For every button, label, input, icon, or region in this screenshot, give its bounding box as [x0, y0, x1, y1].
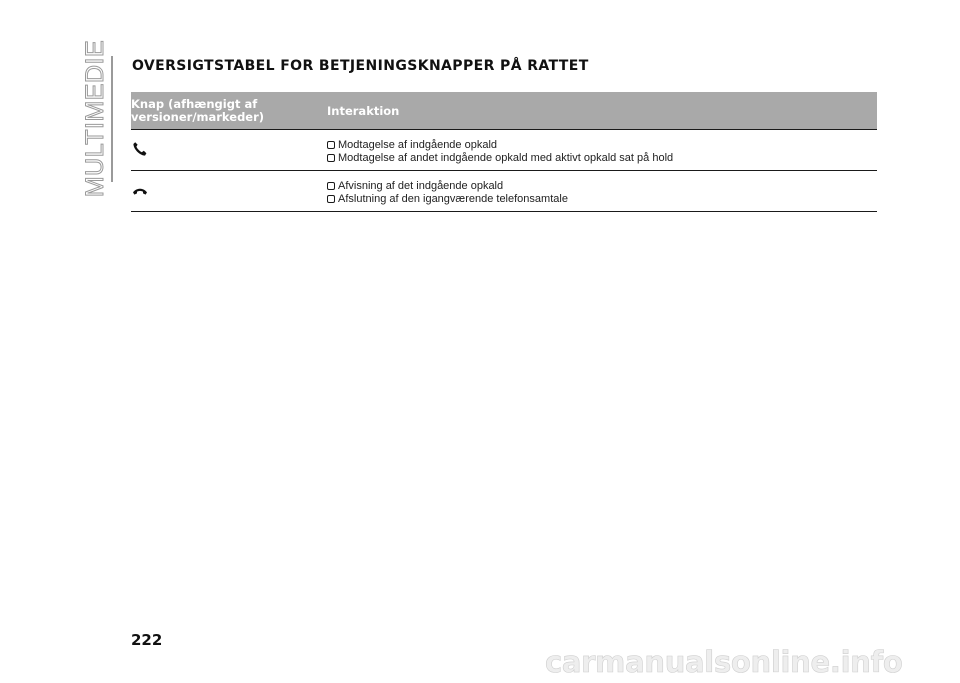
list-item-text: Afvisning af det indgående opkald [338, 180, 504, 192]
bullet-square-icon [327, 182, 335, 190]
list-item-text: Modtagelse af andet indgående opkald med aktivt opkald sat på hold [338, 152, 674, 164]
table-header [131, 92, 877, 130]
page-title: OVERSIGTSTABEL FOR BETJENINGSKNAPPER PÅ RATTET [132, 58, 589, 74]
column-header-interaction: Interaktion [327, 104, 400, 118]
interaction-cell [327, 130, 673, 170]
list-item [327, 139, 673, 151]
bullet-square-icon [327, 154, 335, 162]
page-number: 222 [131, 631, 163, 649]
table-row [131, 171, 877, 212]
controls-table [131, 92, 877, 212]
phone-answer-icon [132, 141, 148, 157]
list-item [327, 193, 568, 205]
watermark: carmanualsonline.info [545, 645, 903, 679]
list-item-text: Afslutning af den igangværende telefonsamtale [338, 193, 568, 205]
interaction-cell [327, 171, 568, 211]
section-side-label-text: MULTIMEDIE [81, 39, 110, 198]
list-item [327, 180, 568, 192]
column-header-button: Knap (afhængigt af versioner/markeder) [131, 97, 265, 124]
section-divider-line [111, 56, 113, 182]
phone-hangup-icon [132, 184, 148, 200]
table-row [131, 130, 877, 171]
bullet-square-icon [327, 141, 335, 149]
list-item [327, 152, 673, 164]
button-cell [131, 171, 327, 211]
bullet-square-icon [327, 195, 335, 203]
list-item-text: Modtagelse af indgående opkald [338, 139, 498, 151]
section-side-label [81, 39, 110, 198]
button-cell [131, 130, 327, 170]
